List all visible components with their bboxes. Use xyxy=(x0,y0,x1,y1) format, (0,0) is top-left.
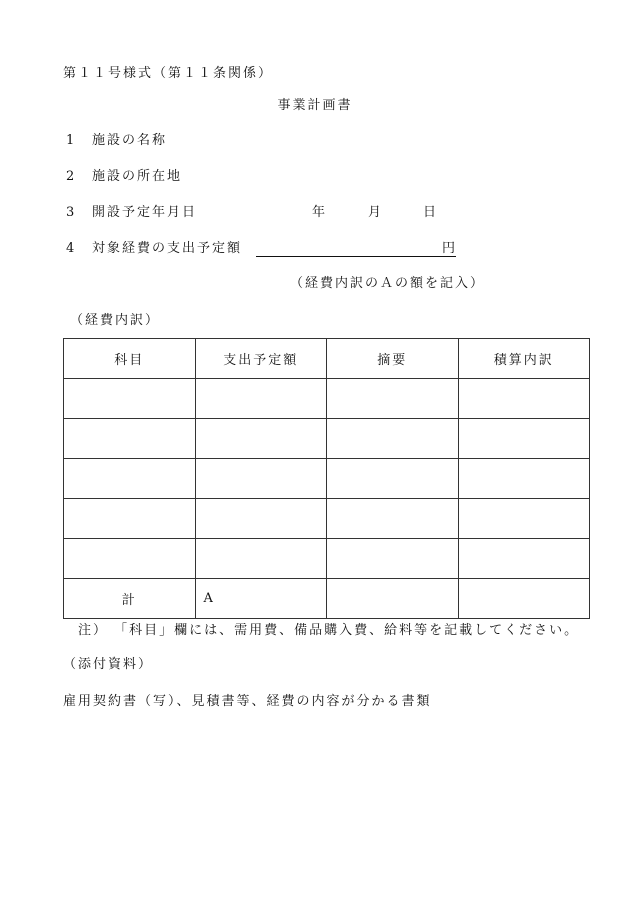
table-cell xyxy=(64,379,196,419)
total-row xyxy=(64,579,590,619)
breakdown-heading: （経費内訳） xyxy=(70,313,161,328)
table-cell xyxy=(64,419,196,459)
attachments-text: 雇用契約書（写）、見積書等、経費の内容が分かる書類 xyxy=(63,694,432,709)
table-row xyxy=(64,419,590,459)
total-amount: A xyxy=(195,579,327,619)
table-cell xyxy=(327,459,459,499)
table-cell xyxy=(458,499,590,539)
table-cell xyxy=(327,579,459,619)
table-cell xyxy=(458,579,590,619)
table-cell xyxy=(327,539,459,579)
item-4-label: 対象経費の支出予定額 xyxy=(92,241,243,256)
column-header-calculation: 積算内訳 xyxy=(458,339,590,379)
table-cell xyxy=(458,459,590,499)
table-cell xyxy=(458,419,590,459)
table-row xyxy=(64,379,590,419)
table-cell xyxy=(327,419,459,459)
item-1-number: 1 xyxy=(66,133,75,148)
item-4-number: 4 xyxy=(66,241,75,256)
amount-underline xyxy=(256,256,456,257)
month-label: 月 xyxy=(368,205,382,220)
table-cell xyxy=(195,379,327,419)
table-row xyxy=(64,459,590,499)
table-cell xyxy=(195,539,327,579)
item-1-label: 施設の名称 xyxy=(92,133,168,148)
item-3-label: 開設予定年月日 xyxy=(92,205,198,220)
table-cell xyxy=(327,379,459,419)
table-cell xyxy=(195,419,327,459)
table-cell xyxy=(64,499,196,539)
table-row xyxy=(64,499,590,539)
table-cell xyxy=(64,539,196,579)
document-title: 事業計画書 xyxy=(277,98,353,113)
table-cell xyxy=(458,379,590,419)
column-header-subject: 科目 xyxy=(64,339,196,379)
amount-note: （経費内訳のＡの額を記入） xyxy=(290,276,486,291)
attachments-heading: （添付資料） xyxy=(63,657,154,672)
day-label: 日 xyxy=(423,205,437,220)
table-row xyxy=(64,539,590,579)
table-cell xyxy=(64,459,196,499)
column-header-planned-amount: 支出予定額 xyxy=(195,339,327,379)
total-label: 計 xyxy=(64,579,196,619)
breakdown-table xyxy=(63,338,590,619)
form-number: 第１１号様式（第１１条関係） xyxy=(63,66,274,81)
table-cell xyxy=(458,539,590,579)
yen-unit: 円 xyxy=(442,241,456,256)
table-cell xyxy=(327,499,459,539)
column-header-summary: 摘要 xyxy=(327,339,459,379)
item-3-number: 3 xyxy=(66,205,75,220)
item-2-number: 2 xyxy=(66,169,75,184)
year-label: 年 xyxy=(312,205,326,220)
table-cell xyxy=(195,499,327,539)
table-note: 注） 「科目」欄には、需用費、備品購入費、給料等を記載してください。 xyxy=(78,623,580,638)
table-cell xyxy=(195,459,327,499)
item-2-label: 施設の所在地 xyxy=(92,169,183,184)
table-header-row xyxy=(64,339,590,379)
